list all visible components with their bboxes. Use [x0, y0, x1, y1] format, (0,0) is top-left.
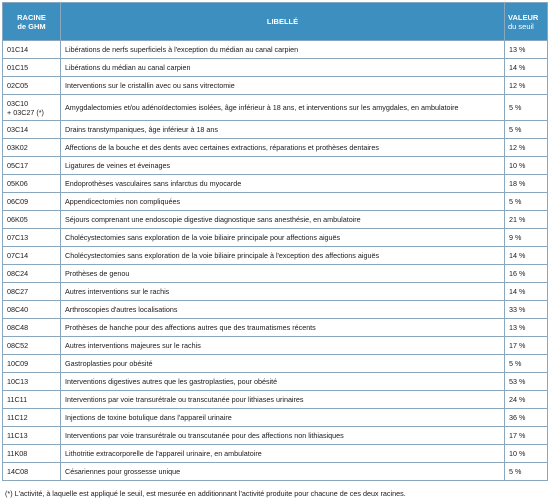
row-valeur: 5 % — [505, 355, 548, 373]
table-row — [3, 211, 548, 229]
table-row — [3, 265, 548, 283]
row-valeur: 14 % — [505, 283, 548, 301]
row-libelle: Endoprothèses vasculaires sans infarctus du myocarde — [61, 175, 505, 193]
row-libelle: Interventions sur le cristallin avec ou sans vitrectomie — [61, 77, 505, 95]
row-code: 11C12 — [3, 409, 61, 427]
header-valeur-line1: VALEUR — [508, 12, 539, 22]
table-row — [3, 373, 548, 391]
row-libelle: Interventions par voie transurétrale ou transcutanée pour des affections non lithiasiques — [61, 427, 505, 445]
row-libelle: Cholécystectomies sans exploration de la voie biliaire principale à l'exception des affections aiguës — [61, 247, 505, 265]
row-valeur: 5 % — [505, 193, 548, 211]
row-valeur: 12 % — [505, 77, 548, 95]
row-valeur: 24 % — [505, 391, 548, 409]
row-code: 08C40 — [3, 301, 61, 319]
row-valeur: 13 % — [505, 319, 548, 337]
table-row — [3, 337, 548, 355]
table-header-row — [3, 3, 548, 41]
table-row — [3, 283, 548, 301]
row-code: 05C17 — [3, 157, 61, 175]
header-racine-line2: de GHM — [17, 21, 46, 31]
row-code: 01C14 — [3, 41, 61, 59]
table-row — [3, 193, 548, 211]
row-code: 02C05 — [3, 77, 61, 95]
table-row — [3, 41, 548, 59]
row-libelle: Arthroscopies d'autres localisations — [61, 301, 505, 319]
row-libelle: Interventions digestives autres que les gastroplasties, pour obésité — [61, 373, 505, 391]
footnote: (*) L'activité, à laquelle est appliqué le seuil, est mesurée en additionnant l'activité produite pour chacune de ces deux racines. — [5, 489, 406, 498]
row-libelle: Libérations de nerfs superficiels à l'exception du médian au canal carpien — [61, 41, 505, 59]
row-libelle: Drains transtympaniques, âge inférieur à 18 ans — [61, 121, 505, 139]
header-valeur — [505, 3, 548, 41]
table-row — [3, 95, 548, 121]
row-code: 03C10 + 03C27 (*) — [3, 95, 61, 121]
ghm-threshold-table — [2, 2, 548, 481]
row-code: 08C48 — [3, 319, 61, 337]
row-code: 03K02 — [3, 139, 61, 157]
table-row — [3, 139, 548, 157]
document — [2, 2, 547, 498]
table-row — [3, 301, 548, 319]
row-valeur: 53 % — [505, 373, 548, 391]
row-valeur: 14 % — [505, 59, 548, 77]
table-row — [3, 175, 548, 193]
row-libelle: Ligatures de veines et éveinages — [61, 157, 505, 175]
row-code: 11C11 — [3, 391, 61, 409]
row-libelle: Prothèses de genou — [61, 265, 505, 283]
row-libelle: Autres interventions majeures sur le rachis — [61, 337, 505, 355]
table-row — [3, 59, 548, 77]
row-libelle: Cholécystectomies sans exploration de la voie biliaire principale pour affections aiguës — [61, 229, 505, 247]
table-row — [3, 121, 548, 139]
row-code: 06K05 — [3, 211, 61, 229]
table-row — [3, 463, 548, 481]
row-libelle: Libérations du médian au canal carpien — [61, 59, 505, 77]
row-valeur: 12 % — [505, 139, 548, 157]
row-valeur: 10 % — [505, 445, 548, 463]
row-code: 06C09 — [3, 193, 61, 211]
table-row — [3, 229, 548, 247]
row-valeur: 5 % — [505, 121, 548, 139]
table-row — [3, 247, 548, 265]
row-libelle: Prothèses de hanche pour des affections autres que des traumatismes récents — [61, 319, 505, 337]
row-libelle: Appendicectomies non compliquées — [61, 193, 505, 211]
row-libelle: Lithotritie extracorporelle de l'appareil urinaire, en ambulatoire — [61, 445, 505, 463]
header-racine-line1: RACINE — [17, 12, 46, 22]
header-libelle: LIBELLÉ — [61, 3, 505, 41]
table-row — [3, 77, 548, 95]
row-libelle: Autres interventions sur le rachis — [61, 283, 505, 301]
row-libelle: Césariennes pour grossesse unique — [61, 463, 505, 481]
row-code: 14C08 — [3, 463, 61, 481]
row-valeur: 5 % — [505, 463, 548, 481]
table-row — [3, 157, 548, 175]
row-libelle: Gastroplasties pour obésité — [61, 355, 505, 373]
row-code: 03C14 — [3, 121, 61, 139]
header-racine — [3, 3, 61, 41]
table-row — [3, 391, 548, 409]
row-code: 08C52 — [3, 337, 61, 355]
row-valeur: 16 % — [505, 265, 548, 283]
table-row — [3, 427, 548, 445]
row-code: 10C13 — [3, 373, 61, 391]
row-code: 08C24 — [3, 265, 61, 283]
row-valeur: 9 % — [505, 229, 548, 247]
row-valeur: 10 % — [505, 157, 548, 175]
row-valeur: 14 % — [505, 247, 548, 265]
row-valeur: 33 % — [505, 301, 548, 319]
row-code: 07C13 — [3, 229, 61, 247]
row-code: 10C09 — [3, 355, 61, 373]
table-row — [3, 409, 548, 427]
table-row — [3, 445, 548, 463]
row-valeur: 18 % — [505, 175, 548, 193]
row-valeur: 5 % — [505, 95, 548, 121]
row-libelle: Injections de toxine botulique dans l'appareil urinaire — [61, 409, 505, 427]
table-body — [3, 41, 548, 481]
row-libelle: Affections de la bouche et des dents avec certaines extractions, réparations et prothèses dentaires — [61, 139, 505, 157]
row-code: 08C27 — [3, 283, 61, 301]
row-code: 11K08 — [3, 445, 61, 463]
table-row — [3, 319, 548, 337]
row-valeur: 36 % — [505, 409, 548, 427]
row-valeur: 21 % — [505, 211, 548, 229]
row-code: 11C13 — [3, 427, 61, 445]
row-code: 07C14 — [3, 247, 61, 265]
header-valeur-line2: du seuil — [508, 21, 534, 31]
row-libelle: Amygdalectomies et/ou adénoïdectomies isolées, âge inférieur à 18 ans, et interventions sur les amygdales, en ambulatoire — [61, 95, 505, 121]
row-libelle: Interventions par voie transurétrale ou transcutanée pour lithiases urinaires — [61, 391, 505, 409]
row-libelle: Séjours comprenant une endoscopie digestive diagnostique sans anesthésie, en ambulatoire — [61, 211, 505, 229]
row-valeur: 17 % — [505, 427, 548, 445]
table-row — [3, 355, 548, 373]
row-code: 05K06 — [3, 175, 61, 193]
row-valeur: 13 % — [505, 41, 548, 59]
row-valeur: 17 % — [505, 337, 548, 355]
row-code: 01C15 — [3, 59, 61, 77]
